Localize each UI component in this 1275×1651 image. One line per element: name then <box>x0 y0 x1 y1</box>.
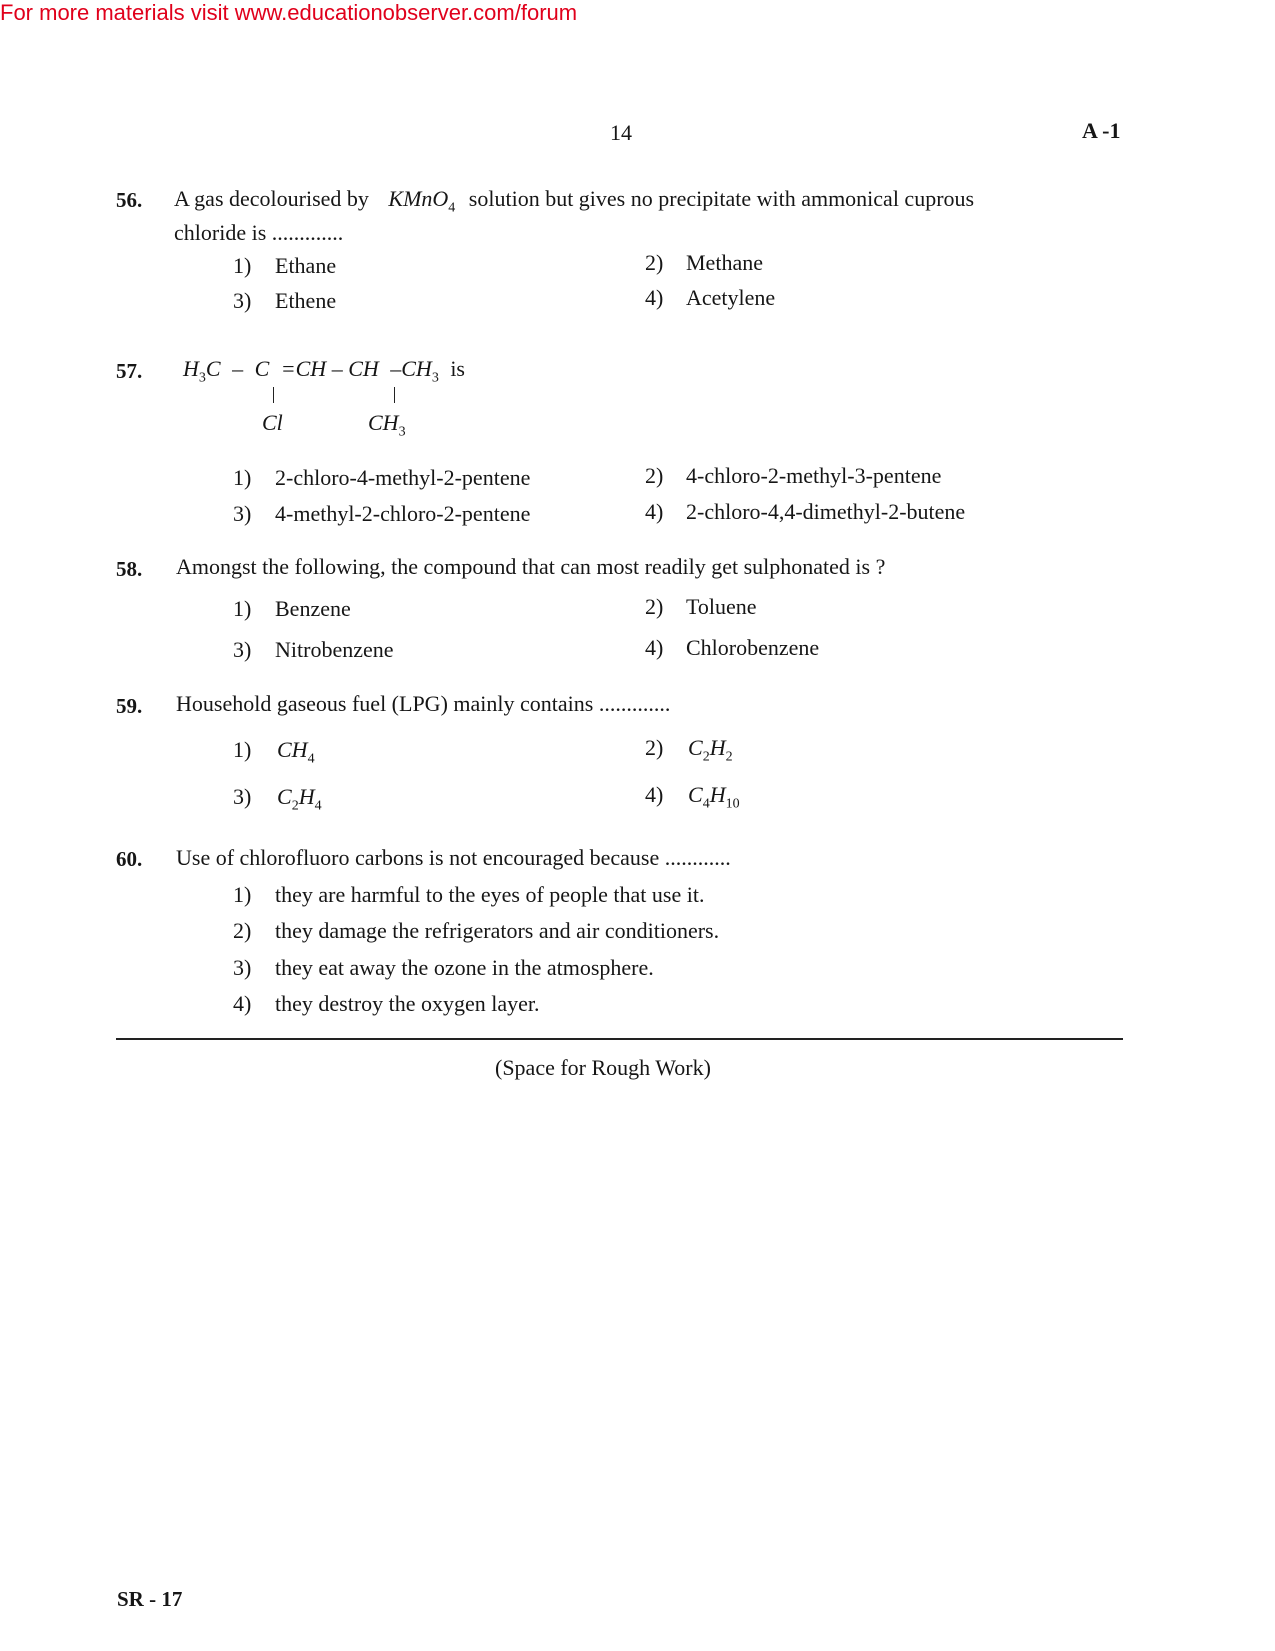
bond-line <box>273 387 274 403</box>
option-text: they are harmful to the eyes of people that use it. <box>275 882 705 907</box>
option-text: they eat away the ozone in the atmosphere. <box>275 955 654 980</box>
question-text <box>174 186 974 216</box>
option-formula: $C_4H_{10}$ <box>688 782 740 812</box>
question-text-line: chloride is ............. <box>174 220 344 245</box>
option-text: Methane <box>686 250 763 275</box>
chemical-formula: KMnO$_4$ <box>388 186 456 216</box>
option-number: 3) <box>233 637 252 662</box>
option-number: 3) <box>233 784 252 809</box>
question-number: 58. <box>116 557 143 581</box>
option-text: Benzene <box>275 596 351 621</box>
structural-formula: $H_3C - C =CH$ – CH $-CH_3$ is <box>183 356 465 386</box>
series-code: SR - 17 <box>117 1587 183 1611</box>
option-number: 4) <box>233 991 252 1016</box>
option-text: Ethene <box>275 288 337 313</box>
option-text: they damage the refrigerators and air conditioners. <box>275 918 720 943</box>
option-number: 3) <box>233 288 252 313</box>
option-number: 3) <box>233 955 252 980</box>
question-text: Amongst the following, the compound that can most readily get sulphonated is ? <box>176 554 886 579</box>
option-number: 4) <box>645 499 664 524</box>
paper-code: A -1 <box>1082 118 1121 143</box>
option-number: 4) <box>645 285 664 310</box>
question-text-part: A gas decolourised by <box>174 186 369 211</box>
option-text: Toluene <box>686 594 757 619</box>
option-number: 1) <box>233 737 252 762</box>
option-text: 2-chloro-4,4-dimethyl-2-butene <box>686 499 966 524</box>
option-number: 3) <box>233 501 252 526</box>
option-number: 2) <box>645 735 664 760</box>
website-banner: For more materials visit www.educationobserver.com/forum <box>0 0 578 25</box>
option-number: 2) <box>645 594 664 619</box>
question-number: 60. <box>116 847 143 871</box>
option-text: Acetylene <box>686 285 776 310</box>
option-number: 2) <box>233 918 252 943</box>
option-text: 2-chloro-4-methyl-2-pentene <box>275 465 531 490</box>
question-number: 59. <box>116 694 143 718</box>
option-text: Chlorobenzene <box>686 635 820 660</box>
question-number: 57. <box>116 359 143 383</box>
option-formula: $CH_4$ <box>277 737 315 767</box>
option-number: 2) <box>645 250 664 275</box>
option-number: 1) <box>233 596 252 621</box>
rough-work-label: (Space for Rough Work) <box>495 1055 711 1080</box>
page-number: 14 <box>610 120 632 145</box>
substituent-methyl: $CH_3$ <box>368 410 406 440</box>
substituent-chlorine: Cl <box>262 410 283 435</box>
option-number: 4) <box>645 782 664 807</box>
divider-rule <box>116 1038 1123 1040</box>
question-number: 56. <box>116 188 143 212</box>
option-text: Ethane <box>275 253 337 278</box>
option-text: they destroy the oxygen layer. <box>275 991 540 1016</box>
question-text: Use of chlorofluoro carbons is not encouraged because ............ <box>176 845 731 870</box>
option-text: Nitrobenzene <box>275 637 394 662</box>
question-text-part: solution but gives no precipitate with ammonical cuprous <box>468 186 975 211</box>
question-text: Household gaseous fuel (LPG) mainly contains ............. <box>176 691 671 716</box>
option-number: 2) <box>645 463 664 488</box>
option-number: 1) <box>233 253 252 278</box>
option-number: 1) <box>233 882 252 907</box>
option-number: 1) <box>233 465 252 490</box>
option-text: 4-chloro-2-methyl-3-pentene <box>686 463 942 488</box>
option-formula: $C_2H_2$ <box>688 735 733 765</box>
option-number: 4) <box>645 635 664 660</box>
option-formula: $C_2H_4$ <box>277 784 322 814</box>
bond-line <box>394 387 395 403</box>
option-text: 4-methyl-2-chloro-2-pentene <box>275 501 531 526</box>
